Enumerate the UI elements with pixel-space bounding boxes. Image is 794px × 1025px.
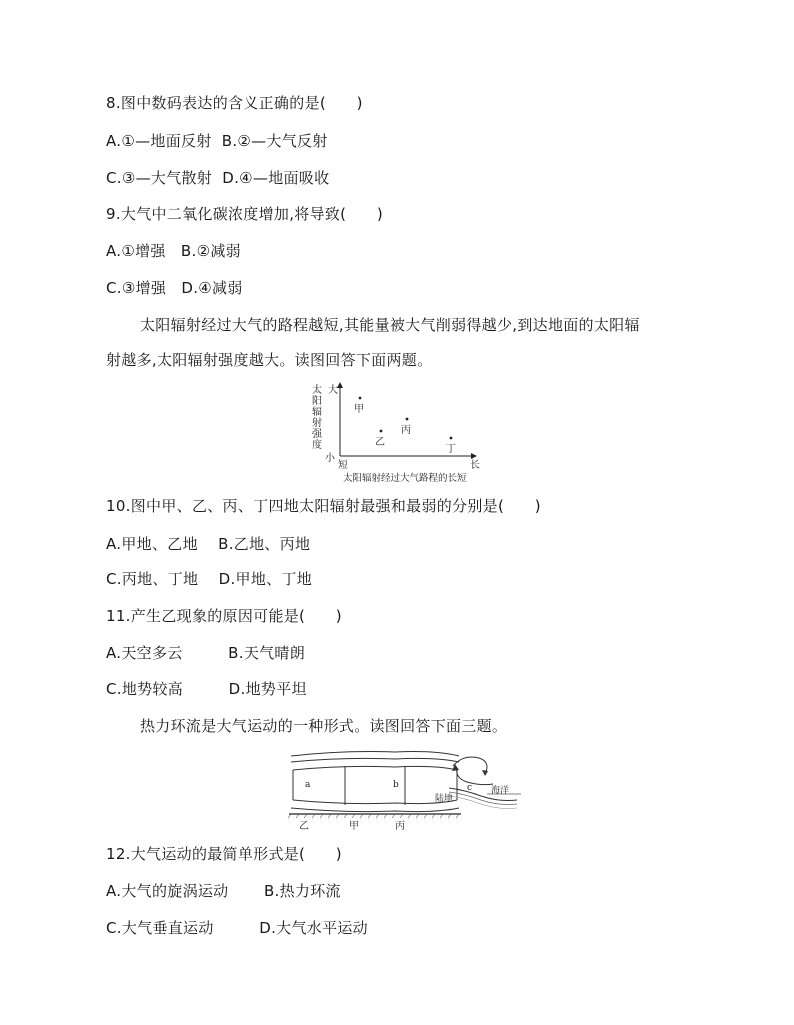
passage1-line1: 太阳辐射经过大气的路程越短,其能量被大气削弱得越少,到达地面的太阳辐 — [140, 316, 640, 334]
q11-options-ab: A.天空多云 B.天气晴朗 — [106, 644, 306, 662]
y-axis-title — [312, 383, 323, 451]
q9-stem: 9.大气中二氧化碳浓度增加,将导致( ) — [106, 205, 384, 223]
label-a: a — [305, 780, 311, 790]
q8-options-ab: A.①—地面反射 B.②—大气反射 — [106, 132, 328, 150]
svg-text:辐: 辐 — [312, 407, 322, 418]
land-label: 陆地 — [435, 794, 454, 804]
y-low-label: 小 — [325, 453, 335, 464]
ground-label-yi: 乙 — [299, 821, 309, 832]
svg-text:射: 射 — [312, 418, 322, 429]
q11-options-cd: C.地势较高 D.地势平坦 — [106, 680, 307, 698]
q10-options-ab: A.甲地、乙地 B.乙地、丙地 — [106, 535, 311, 553]
circulation-box-diagram — [288, 752, 461, 819]
q9-options-ab: A.①增强 B.②减弱 — [106, 242, 241, 260]
y-high-label: 大 — [328, 385, 338, 396]
point-yi-label: 乙 — [375, 437, 385, 448]
q10-stem: 10.图中甲、乙、丙、丁四地太阳辐射最强和最弱的分别是( ) — [106, 497, 541, 515]
point-jia — [359, 397, 362, 400]
thermal-circulation-figure — [285, 748, 525, 833]
x-axis-arrow — [471, 453, 477, 459]
ground-label-jia: 甲 — [349, 821, 359, 832]
svg-text:阳: 阳 — [312, 396, 322, 407]
x-axis-title: 太阳辐射经过大气路程的长短 — [343, 473, 467, 484]
point-ding-label: 丁 — [446, 444, 456, 455]
point-bing — [406, 418, 409, 421]
point-yi — [380, 430, 383, 433]
ground-label-bing: 丙 — [395, 821, 405, 832]
label-c: c — [467, 783, 473, 793]
q12-options-ab: A.大气的旋涡运动 B.热力环流 — [106, 882, 341, 900]
sea-land-breeze-diagram — [449, 757, 521, 809]
svg-text:强: 强 — [312, 429, 322, 440]
q8-stem: 8.图中数码表达的含义正确的是( ) — [106, 94, 363, 112]
q9-options-cd: C.③增强 D.④减弱 — [106, 279, 243, 297]
q12-options-cd: C.大气垂直运动 D.大气水平运动 — [106, 919, 368, 937]
point-bing-label: 丙 — [401, 425, 411, 436]
q8-options-cd: C.③—大气散射 D.④—地面吸收 — [106, 169, 330, 187]
svg-text:太: 太 — [312, 385, 322, 396]
svg-text:度: 度 — [312, 440, 322, 451]
point-ding — [450, 437, 453, 440]
q12-stem: 12.大气运动的最简单形式是( ) — [106, 845, 342, 863]
point-jia-label: 甲 — [354, 404, 364, 415]
x-end-label: 长 — [470, 460, 480, 471]
q11-stem: 11.产生乙现象的原因可能是( ) — [106, 607, 342, 625]
passage1-line2: 射越多,太阳辐射强度越大。读图回答下面两题。 — [106, 351, 433, 369]
sea-label: 海洋 — [491, 786, 510, 796]
label-b: b — [393, 780, 399, 790]
q10-options-cd: C.丙地、丁地 D.甲地、丁地 — [106, 570, 313, 588]
passage2: 热力环流是大气运动的一种形式。读图回答下面三题。 — [140, 717, 508, 735]
radiation-figure — [305, 382, 505, 487]
x-start-label: 短 — [338, 460, 348, 471]
